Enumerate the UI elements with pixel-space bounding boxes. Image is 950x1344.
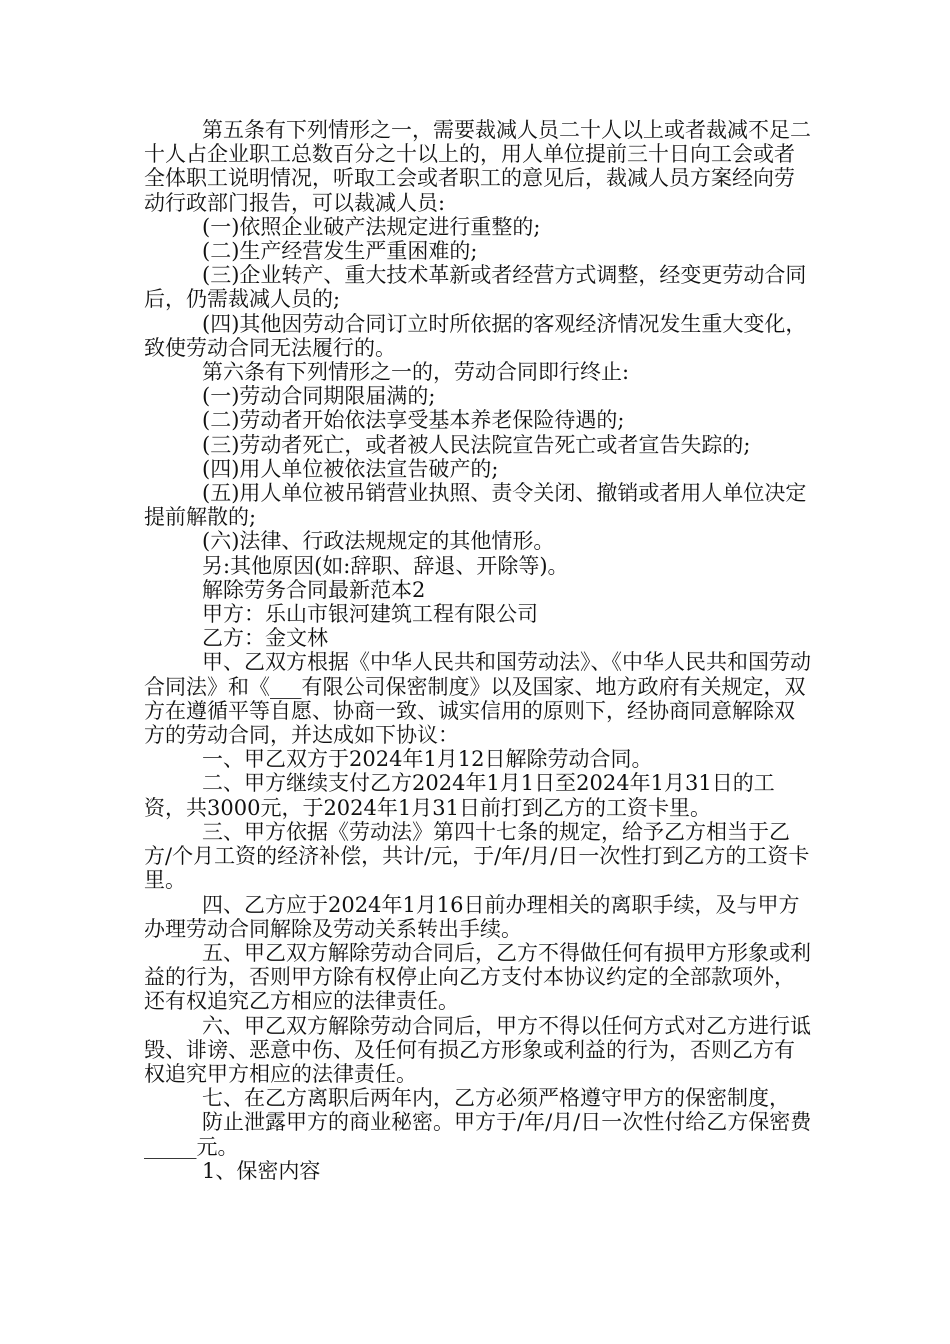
- party-a: 甲方：乐山市银河建筑工程有限公司: [202, 602, 538, 627]
- list-item: (一)劳动合同期限届满的;: [202, 384, 436, 409]
- list-item: (五)用人单位被吊销营业执照、责令关闭、撤销或者用人单位决定提前解散的;: [144, 481, 807, 530]
- list-item: (一)依照企业破产法规定进行重整的;: [202, 214, 541, 239]
- list-item: (四)用人单位被依法宣告破产的;: [202, 456, 499, 481]
- clause: 二、甲方继续支付乙方2024年1月1日至2024年1月31日的工资，共3000元，于2024年1月31日前打到乙方的工资卡里。: [144, 771, 775, 820]
- paragraph-article-6: 第六条有下列情形之一的，劳动合同即行终止:: [202, 360, 630, 385]
- paragraph-preamble: 甲、乙双方根据《中华人民共和国劳动法》、《中华人民共和国劳动合同法》和《___有限公司保密制度》以及国家、地方政府有关规定，双方在遵循平等自愿、协商一致、诚实信用的原则下，经协商同意解除双方的劳动合同，并达成如下协议：: [144, 650, 811, 748]
- clause-continuation: 防止泄露甲方的商业秘密。甲方于/年/月/日一次性付给乙方保密费_____元。: [144, 1110, 812, 1159]
- clause: 七、在乙方离职后两年内，乙方必须严格遵守甲方的保密制度，: [202, 1086, 790, 1111]
- party-b: 乙方：金文林: [202, 626, 328, 651]
- paragraph-article-5: 第五条有下列情形之一，需要裁减人员二十人以上或者裁减不足二十人占企业职工总数百分之十以上的，用人单位提前三十日向工会或者全体职工说明情况，听取工会或者职工的意见后，裁减人员方案经向劳动行政部门报告，可以裁减人员:: [144, 118, 811, 215]
- clause: 五、甲乙双方解除劳动合同后，乙方不得做任何有损甲方形象或利益的行为，否则甲方除有权停止向乙方支付本协议约定的全部款项外，还有权追究乙方相应的法律责任。: [144, 940, 811, 1014]
- list-item: (六)法律、行政法规规定的其他情形。: [202, 529, 555, 554]
- subheading: 1、保密内容: [202, 1158, 321, 1183]
- clause: 四、乙方应于2024年1月16日前办理相关的离职手续，及与甲方办理劳动合同解除及劳动关系转出手续。: [144, 892, 800, 941]
- list-item: (三)企业转产、重大技术革新或者经营方式调整，经变更劳动合同后，仍需裁减人员的;: [144, 263, 807, 312]
- document-body: [144, 118, 814, 1183]
- list-item: (四)其他因劳动合同订立时所依据的客观经济情况发生重大变化，致使劳动合同无法履行的。: [144, 311, 807, 360]
- list-item: (二)生产经营发生严重困难的;: [202, 239, 478, 264]
- list-item: (三)劳动者死亡，或者被人民法院宣告死亡或者宣告失踪的;: [202, 432, 751, 457]
- paragraph-note: 另:其他原因(如:辞职、辞退、开除等)。: [202, 553, 569, 578]
- clause: 一、甲乙双方于2024年1月12日解除劳动合同。: [202, 747, 653, 772]
- list-item: (二)劳动者开始依法享受基本养老保险待遇的;: [202, 408, 625, 433]
- section-title: 解除劳务合同最新范本2: [202, 577, 426, 602]
- clause: 三、甲方依据《劳动法》第四十七条的规定，给予乙方相当于乙方/个月工资的经济补偿，共计/元，于/年/月/日一次性打到乙方的工资卡里。: [144, 819, 810, 893]
- clause: 六、甲乙双方解除劳动合同后，甲方不得以任何方式对乙方进行诋毁、诽谤、恶意中伤、及任何有损乙方形象或利益的行为，否则乙方有权追究甲方相应的法律责任。: [144, 1013, 811, 1086]
